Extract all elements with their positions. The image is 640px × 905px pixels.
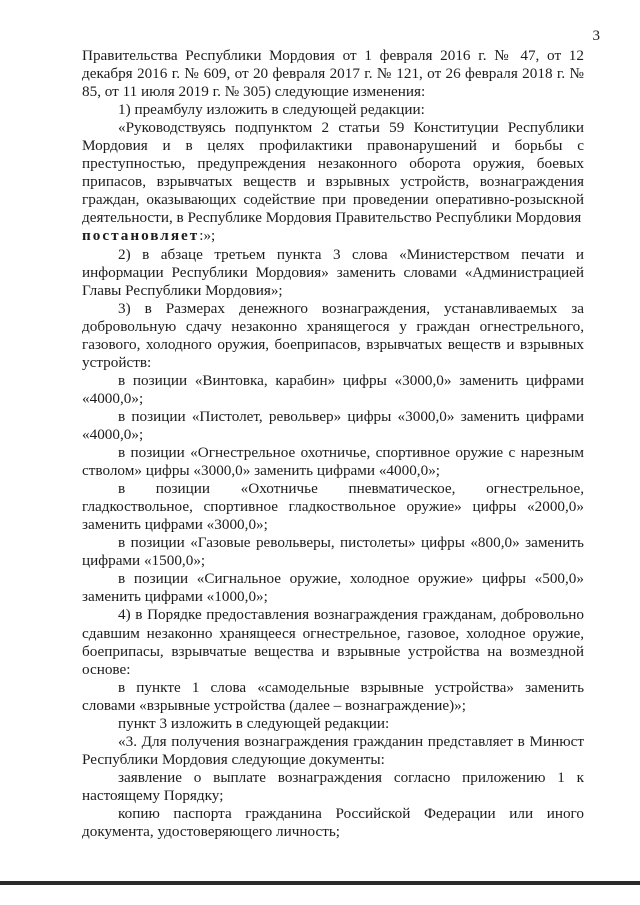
- paragraph: в позиции «Сигнальное оружие, холодное оружие» цифры «500,0» заменить цифрами «1000,0»;: [82, 570, 584, 606]
- paragraph: заявление о выплате вознаграждения согласно приложению 1 к настоящему Порядку;: [82, 768, 584, 804]
- paragraph-decree-word: [82, 227, 584, 245]
- paragraph: копию паспорта гражданина Российской Федерации или иного документа, удостоверяющего личность;: [82, 804, 584, 841]
- paragraph: в позиции «Винтовка, карабин» цифры «3000,0» заменить цифрами «4000,0»;: [82, 371, 584, 407]
- paragraph: 2) в абзаце третьем пункта 3 слова «Министерством печати и информации Республики Мордовия» заменить словами «Администрацией Главы Республики Мордовия»;: [82, 245, 584, 299]
- decree-word-tail: :»;: [199, 227, 216, 245]
- paragraph: в позиции «Пистолет, револьвер» цифры «3000,0» заменить цифрами «4000,0»;: [82, 407, 584, 443]
- page-number: 3: [592, 28, 600, 44]
- paragraph: «3. Для получения вознаграждения гражданин представляет в Минюст Республики Мордовия следующие документы:: [82, 732, 584, 768]
- paragraph: 3) в Размерах денежного вознаграждения, устанавливаемых за добровольную сдачу незаконно хранящегося у граждан огнестрельного, газового, холодного оружия, боеприпасов, взрывчатых веществ и взрывных устройств:: [82, 299, 584, 371]
- paragraph: в позиции «Огнестрельное охотничье, спортивное оружие с нарезным стволом» цифры «3000,0» заменить цифрами «4000,0»;: [82, 444, 584, 480]
- paragraph: в позиции «Газовые револьверы, пистолеты» цифры «800,0» заменить цифрами «1500,0»;: [82, 534, 584, 570]
- paragraph: в пункте 1 слова «самодельные взрывные устройства» заменить словами «взрывные устройства (далее – вознаграждение)»;: [82, 678, 584, 714]
- paragraph: в позиции «Охотничье пневматическое, огнестрельное, гладкоствольное, спортивное гладкоствольное оружие» цифры «2000,0» заменить цифрами «3000,0»;: [82, 480, 584, 534]
- paragraph: «Руководствуясь подпунктом 2 статьи 59 Конституции Республики Мордовия и в целях профилактики правонарушений и борьбы с преступностью, предупреждения незаконного оборота оружия, боевых припасов, взрывчатых веществ и взрывных устройств, вознаграждения граждан, оказывающих содействие при проведении оперативно-розыскной деятельности, в Республике Мордовия Правительство Республики Мордовия: [82, 119, 584, 227]
- paragraph: пункт 3 изложить в следующей редакции:: [118, 714, 390, 732]
- paragraph: 1) преамбулу изложить в следующей редакции:: [118, 101, 425, 119]
- document-body: [82, 47, 584, 841]
- paragraph: 4) в Порядке предоставления вознаграждения гражданам, добровольно сдавшим незаконно хранящееся огнестрельное, газовое, холодное оружие, боеприпасы, взрывчатые вещества и взрывные устройства на возмездной основе:: [82, 606, 584, 678]
- paragraph: Правительства Республики Мордовия от 1 февраля 2016 г. № 47, от 12 декабря 2016 г. № 609, от 20 февраля 2017 г. № 121, от 26 февраля 2018 г. № 85, от 11 июля 2019 г. № 305) следующие изменения:: [82, 47, 584, 101]
- decree-word: постановляет: [82, 227, 200, 245]
- scan-edge-bar: [0, 881, 640, 885]
